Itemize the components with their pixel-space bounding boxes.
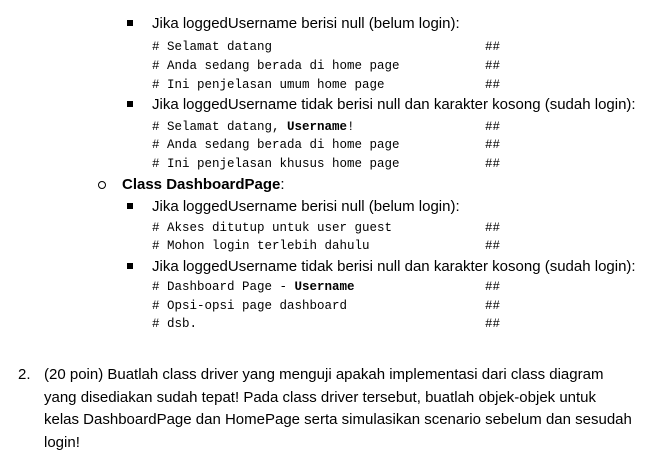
code-bold: Username <box>287 120 348 134</box>
condition-heading: Jika loggedUsername berisi null (belum login): <box>152 15 460 32</box>
code-line: # dsb. <box>152 317 198 331</box>
task-line: kelas DashboardPage dan HomePage serta simulasikan scenario sebelum dan sesudah <box>44 411 632 428</box>
condition-heading: Jika loggedUsername berisi null (belum login): <box>152 198 460 215</box>
task-line: login! <box>44 434 80 451</box>
code-end-marker: ## <box>485 138 501 152</box>
code-line: # Ini penjelasan umum home page <box>152 78 385 92</box>
code-end-marker: ## <box>485 221 501 235</box>
code-line: # Selamat datang, Username! <box>152 120 355 134</box>
code-end-marker: ## <box>485 280 501 294</box>
code-end-marker: ## <box>485 299 501 313</box>
bullet-circle-icon <box>98 181 106 189</box>
code-end-marker: ## <box>485 239 501 253</box>
code-line: # Opsi-opsi page dashboard <box>152 299 348 313</box>
bullet-square-icon <box>127 101 133 107</box>
code-end-marker: ## <box>485 59 501 73</box>
condition-heading: Jika loggedUsername tidak berisi null dan karakter kosong (sudah login): <box>152 258 636 275</box>
code-line: # Dashboard Page - Username <box>152 280 355 294</box>
code-end-marker: ## <box>485 78 501 92</box>
class-heading: Class DashboardPage: <box>122 176 285 193</box>
code-line: # Selamat datang <box>152 40 273 54</box>
code-end-marker: ## <box>485 157 501 171</box>
code-line: # Ini penjelasan khusus home page <box>152 157 400 171</box>
code-line: # Anda sedang berada di home page <box>152 138 400 152</box>
task-line: (20 poin) Buatlah class driver yang menguji apakah implementasi dari class diagram <box>44 366 604 383</box>
code-end-marker: ## <box>485 317 501 331</box>
task-line: yang disediakan sudah tepat! Pada class driver tersebut, buatlah objek-objek untuk <box>44 389 597 406</box>
task-number: 2. <box>18 366 31 383</box>
code-end-marker: ## <box>485 40 501 54</box>
code-line: # Akses ditutup untuk user guest <box>152 221 393 235</box>
code-line: # Mohon login terlebih dahulu <box>152 239 370 253</box>
bullet-square-icon <box>127 263 133 269</box>
code-line: # Anda sedang berada di home page <box>152 59 400 73</box>
code-end-marker: ## <box>485 120 501 134</box>
bullet-square-icon <box>127 203 133 209</box>
bullet-square-icon <box>127 20 133 26</box>
code-bold: Username <box>294 280 355 294</box>
condition-heading: Jika loggedUsername tidak berisi null dan karakter kosong (sudah login): <box>152 96 636 113</box>
